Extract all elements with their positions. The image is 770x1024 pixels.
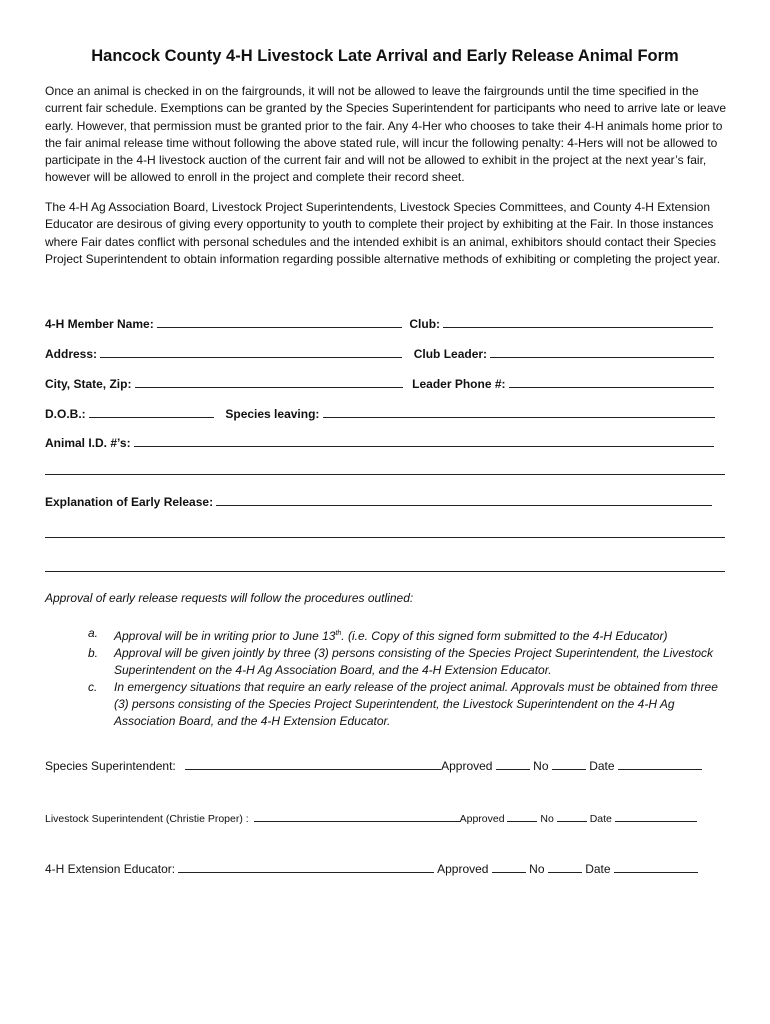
city-state-zip-field[interactable]: [135, 376, 403, 388]
approved-field[interactable]: [492, 861, 526, 873]
animal-ids-label: Animal I.D. #’s:: [45, 436, 131, 450]
explanation-row: [45, 494, 727, 509]
dob-field[interactable]: [89, 406, 214, 418]
date-label: Date: [585, 862, 611, 876]
date-field[interactable]: [618, 758, 702, 770]
livestock-superintendent-signature: [45, 810, 727, 825]
dob-label: D.O.B.:: [45, 407, 86, 421]
explanation-line-2[interactable]: [45, 537, 725, 538]
explanation-line-3[interactable]: [45, 571, 725, 572]
no-label: No: [529, 862, 545, 876]
procedure-item-c: [88, 679, 728, 730]
procedure-list: [88, 625, 728, 730]
procedure-mark: b.: [88, 646, 99, 660]
approved-field[interactable]: [507, 810, 537, 822]
species-superintendent-signature: [45, 758, 727, 773]
procedure-text: In emergency situations that require an early release of the project animal. Approvals must be obtained from three (3) persons consisting of the Species Project Superintendent, the Livestock Superintendent on the 4-H Ag Association Board, and the 4-H Extension Educator.: [114, 680, 718, 728]
explanation-label: Explanation of Early Release:: [45, 495, 214, 509]
procedure-item-a: [88, 625, 728, 645]
member-name-field[interactable]: [157, 316, 402, 328]
date-label: Date: [589, 759, 615, 773]
board-paragraph: The 4-H Ag Association Board, Livestock Project Superintendents, Livestock Species Committees, and County 4-H Extension Educator are desirous of giving every opportunity to youth to complete their project by exhibiting at the Fair. In those instances where Fair dates conflict with personal schedules and the intended exhibit is an animal, exhibitors should contact their Species Project Superintendent to obtain information regarding possible alternative methods of exhibiting or completing the project year.: [45, 200, 721, 266]
club-leader-label: Club Leader:: [413, 347, 488, 361]
no-field[interactable]: [552, 758, 586, 770]
member-club-row: [45, 316, 727, 331]
no-field[interactable]: [557, 810, 587, 822]
address-leader-row: [45, 346, 727, 361]
no-label: No: [540, 813, 554, 825]
dob-species-row: [45, 406, 727, 421]
livestock-superintendent-label: Livestock Superintendent (Christie Proper) :: [45, 813, 249, 825]
procedure-mark: c.: [88, 680, 98, 694]
animal-ids-field[interactable]: [134, 435, 714, 447]
leader-phone-field[interactable]: [509, 376, 714, 388]
procedure-item-b: [88, 645, 728, 679]
approved-label: Approved: [441, 759, 493, 773]
no-field[interactable]: [548, 861, 582, 873]
city-state-zip-label: City, State, Zip:: [45, 377, 132, 391]
club-leader-field[interactable]: [490, 346, 714, 358]
address-field[interactable]: [100, 346, 402, 358]
date-field[interactable]: [614, 861, 698, 873]
procedure-text: Approval will be in writing prior to June 13th. (i.e. Copy of this signed form submitted to the 4-H Educator): [114, 629, 668, 643]
animal-ids-extra-line[interactable]: [45, 474, 725, 475]
city-phone-row: [45, 376, 727, 391]
extension-educator-label: 4-H Extension Educator:: [45, 862, 176, 876]
procedure-mark: a.: [88, 626, 99, 640]
no-label: No: [533, 759, 549, 773]
approved-field[interactable]: [496, 758, 530, 770]
extension-educator-signature: [45, 861, 727, 876]
explanation-field[interactable]: [216, 494, 712, 506]
species-superintendent-sign-field[interactable]: [185, 758, 441, 770]
species-superintendent-label: Species Superintendent:: [45, 759, 176, 773]
species-leaving-field[interactable]: [323, 406, 715, 418]
approved-label: Approved: [437, 862, 489, 876]
club-field[interactable]: [443, 316, 713, 328]
extension-educator-sign-field[interactable]: [178, 861, 434, 873]
species-leaving-label: Species leaving:: [225, 407, 320, 421]
leader-phone-label: Leader Phone #:: [412, 377, 506, 391]
procedure-text: Approval will be given jointly by three (3) persons consisting of the Species Project Superintendent, the Livestock Superintendent on the 4-H Ag Association Board, and the 4-H Extension Educator.: [114, 646, 713, 677]
address-label: Address:: [45, 347, 98, 361]
intro-paragraph: Once an animal is checked in on the fairgrounds, it will not be allowed to leave the fairgrounds until the time specified in the current fair schedule. Exemptions can be granted by the Species Superintendent for participants who need to arrive late or leave early. However, that permission must be granted prior to the fair. Any 4-Her who chooses to take their 4-H animals home prior to the fair animal release time without following the above stated rule, will incur the following penalty: 4-Hers will not be allowed to participate in the 4-H livestock auction of the current fair and will not be allowed to exhibit in the project at the next year’s fair, however will be allowed to enroll in the project and complete their record sheet.: [45, 84, 727, 185]
date-label: Date: [589, 813, 612, 825]
approval-intro: Approval of early release requests will follow the procedures outlined:: [45, 591, 414, 605]
approved-label: Approved: [459, 813, 505, 825]
date-field[interactable]: [615, 810, 697, 822]
livestock-superintendent-sign-field[interactable]: [254, 810, 460, 822]
form-title: Hancock County 4-H Livestock Late Arrival and Early Release Animal Form: [91, 47, 679, 65]
club-label: Club:: [409, 317, 441, 331]
member-name-label: 4-H Member Name:: [45, 317, 154, 331]
animal-ids-row: [45, 435, 727, 450]
